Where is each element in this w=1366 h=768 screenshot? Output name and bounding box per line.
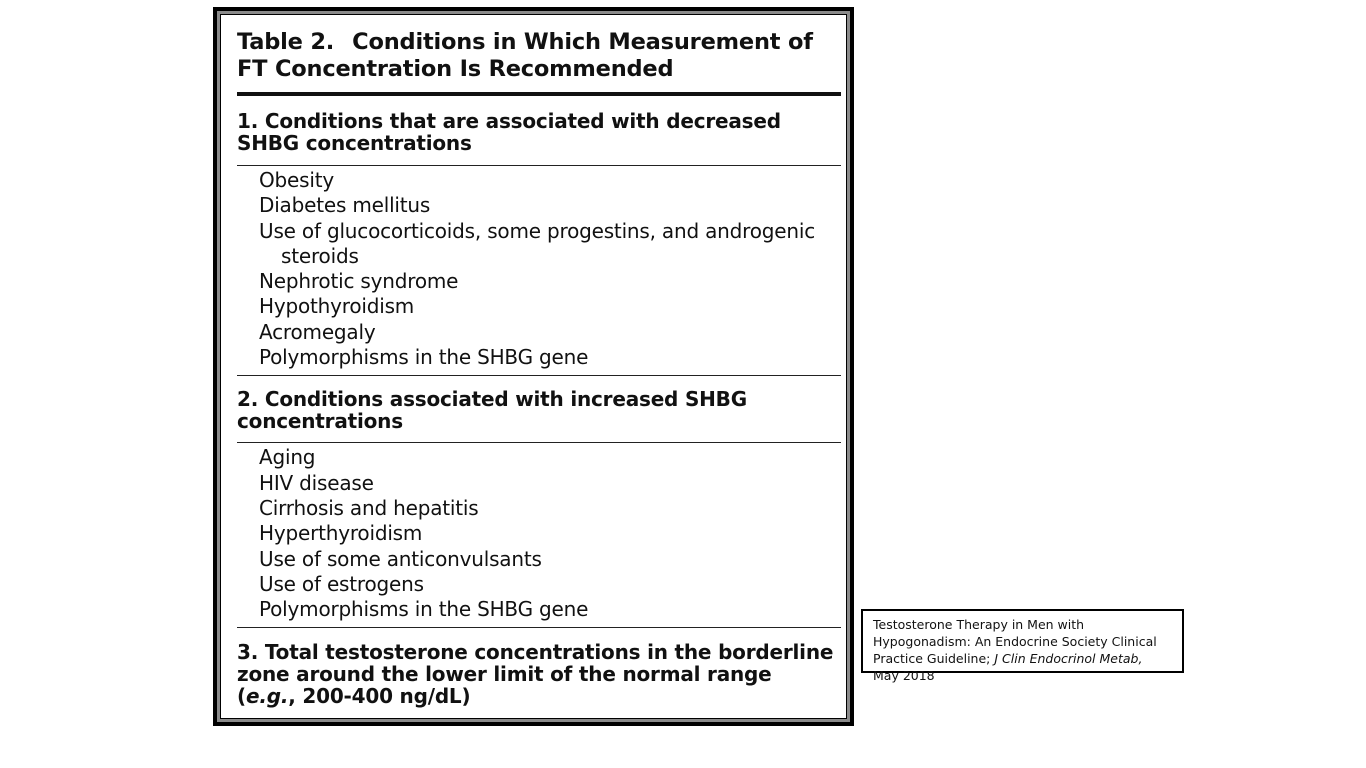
table-title-text: Conditions in Which Measurement of FT Concentration Is Recommended: [237, 29, 813, 82]
citation-journal: J Clin Endocrinol Metab,: [994, 651, 1143, 666]
list-item: Polymorphisms in the SHBG gene: [259, 345, 589, 370]
section-1-list: [237, 166, 841, 375]
list-item: Cirrhosis and hepatitis: [259, 495, 479, 520]
table-content: [237, 15, 841, 707]
table-number: Table 2.: [237, 29, 335, 55]
list-item: Diabetes mellitus: [259, 193, 431, 218]
citation-text: Testosterone Therapy in Men with Hypogonadism: An Endocrine Society Clinical Practice Guideline;: [873, 617, 1157, 666]
list-item: Polymorphisms in the SHBG gene: [259, 597, 589, 622]
list-item: Obesity: [259, 168, 334, 192]
citation-box: [861, 609, 1184, 683]
section-2-heading: 2. Conditions associated with increased SHBG concentrations: [237, 387, 747, 434]
list-item: HIV disease: [259, 470, 374, 495]
section-1-heading: 1. Conditions that are associated with decreased SHBG concentrations: [237, 109, 781, 155]
list-item: Nephrotic syndrome: [259, 269, 459, 294]
list-item: Acromegaly: [259, 319, 376, 344]
table-figure: [213, 7, 854, 726]
section-2-list: [237, 443, 841, 627]
list-item: Hypothyroidism: [259, 294, 415, 319]
list-item: Use of glucocorticoids, some progestins, and androgenic steroids: [259, 218, 815, 268]
citation-date: May 2018: [873, 668, 935, 683]
list-item: Aging: [259, 445, 316, 470]
table-title: [237, 15, 841, 83]
list-item: Hyperthyroidism: [259, 521, 423, 546]
section-3-heading: 3. Total testosterone concentrations in the borderline zone around the lower limit of the normal range (e.g., 200-400 ng/dL): [237, 640, 834, 709]
list-item: Use of some anticonvulsants: [259, 546, 542, 571]
list-item: Use of estrogens: [259, 571, 424, 596]
